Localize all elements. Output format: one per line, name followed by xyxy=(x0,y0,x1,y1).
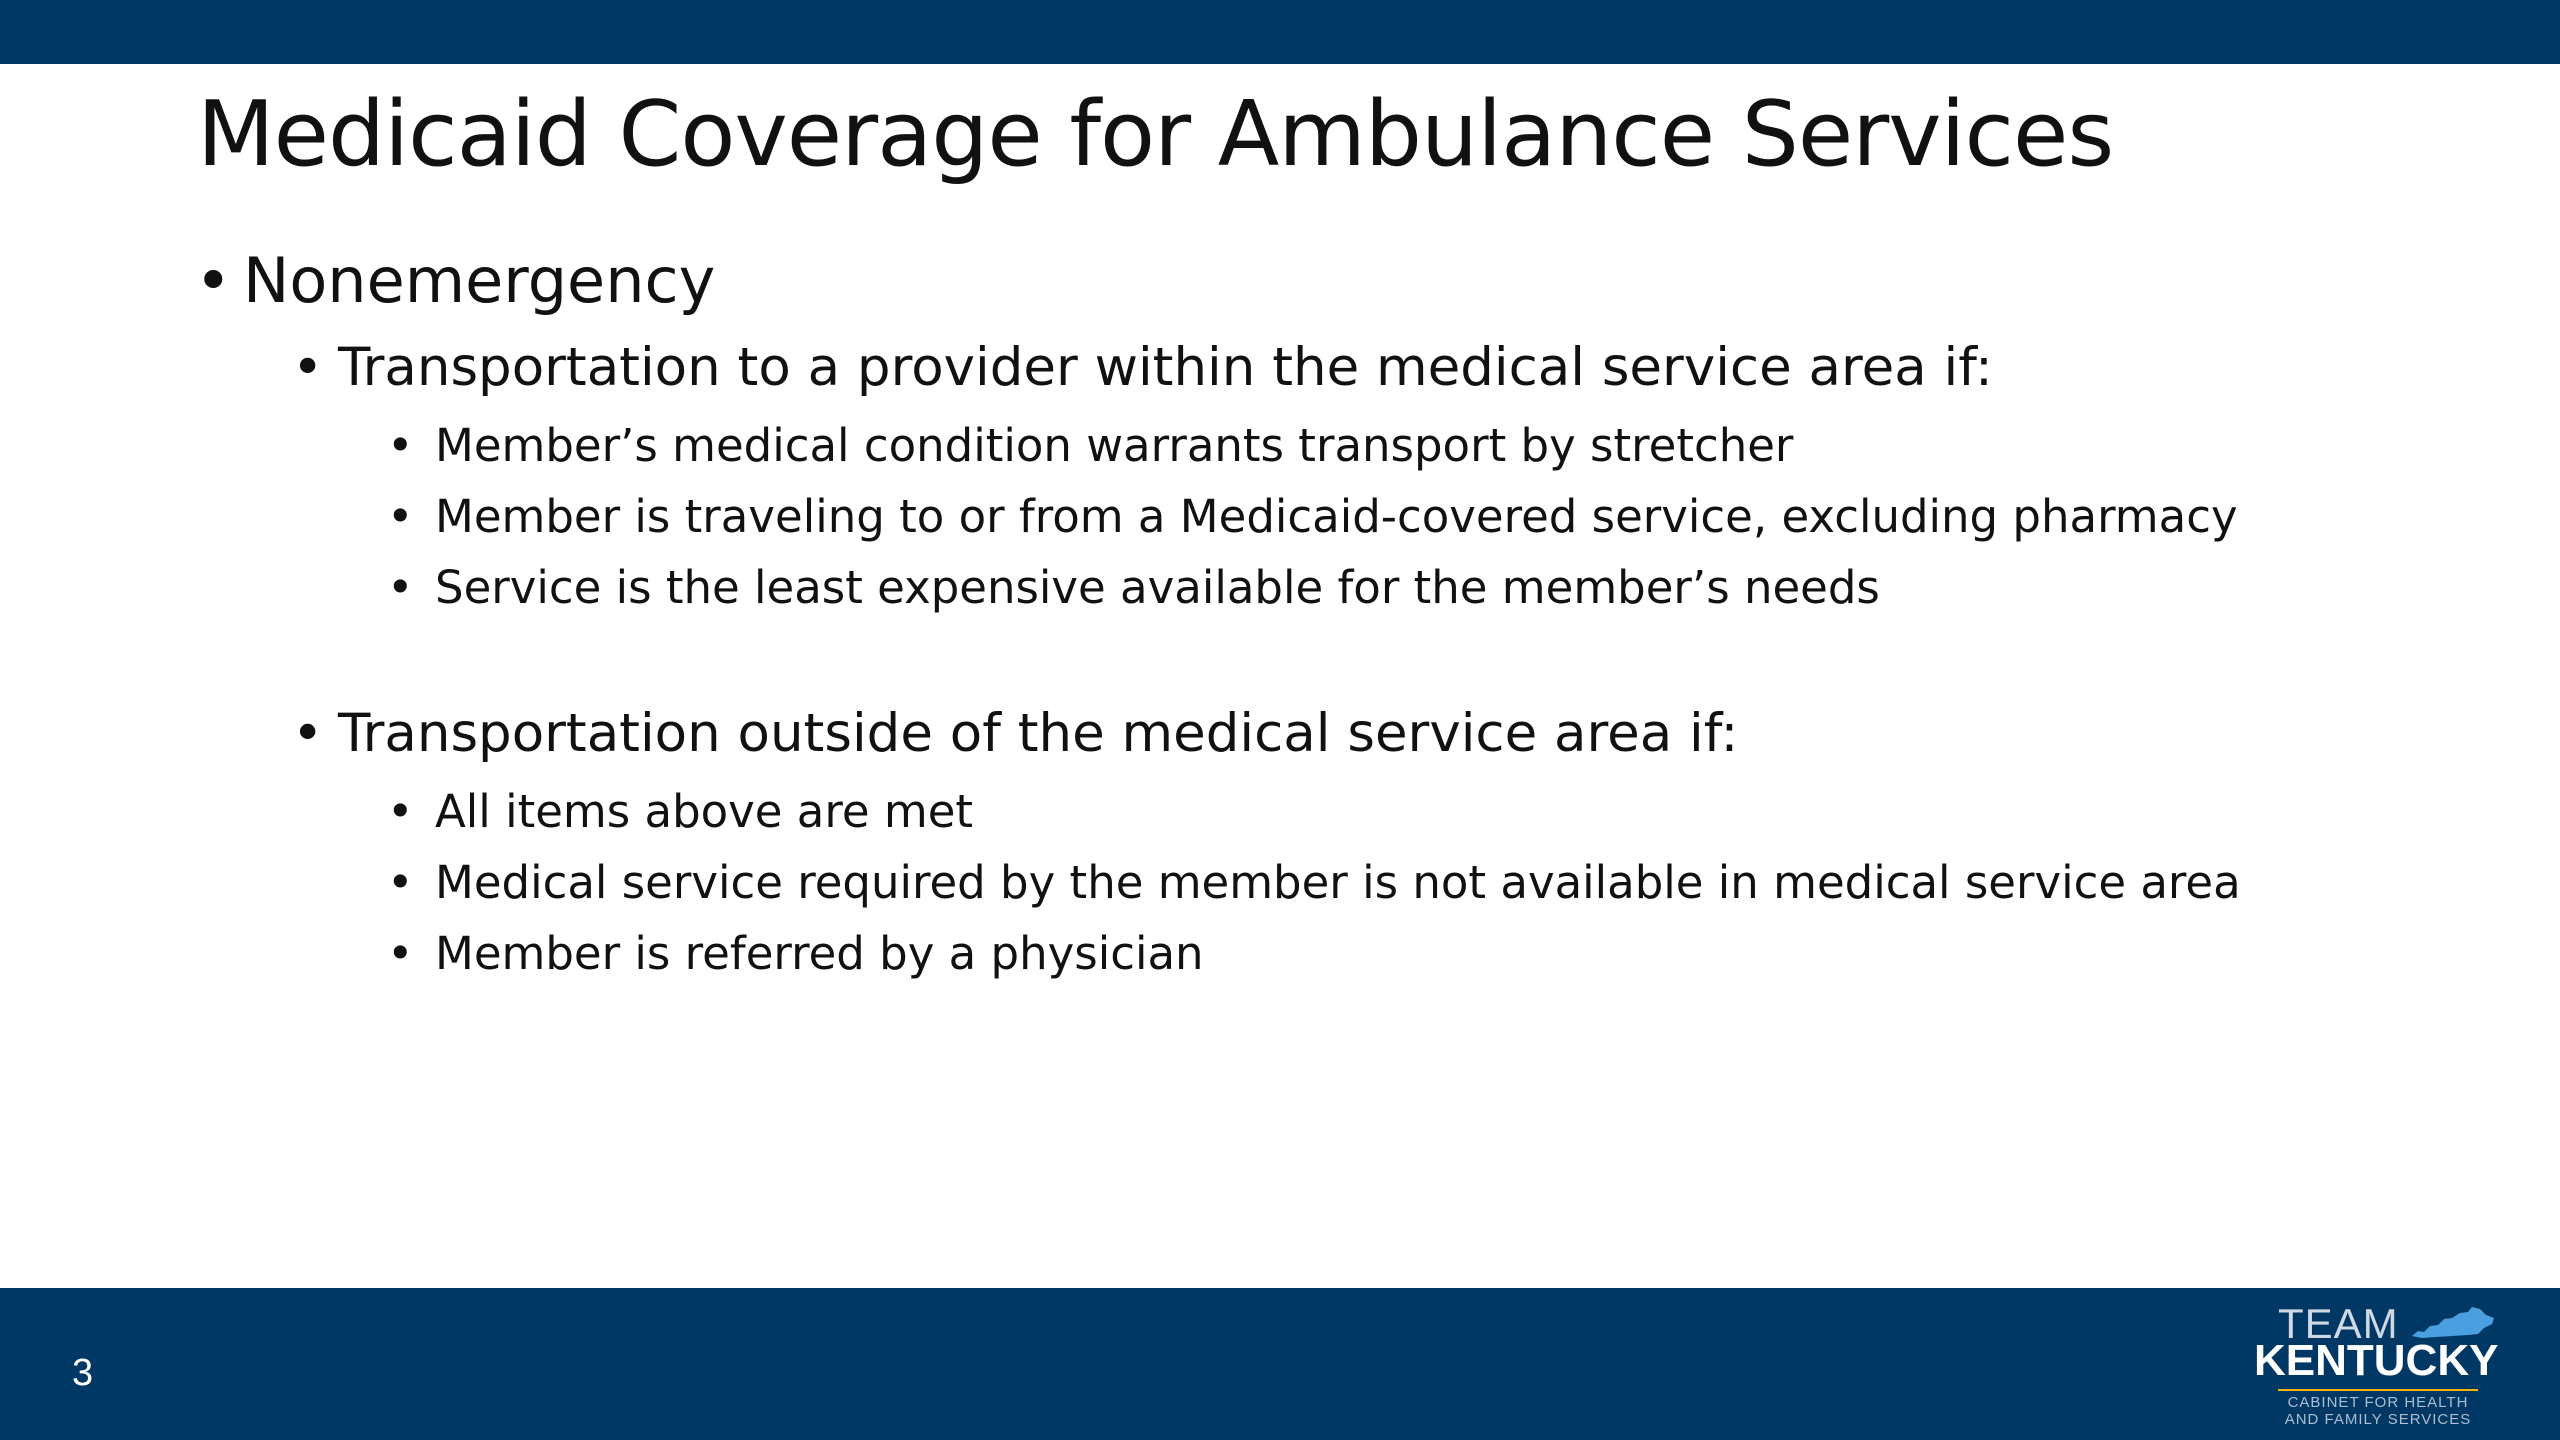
logo-kentucky-text: KENTUCKY xyxy=(2254,1336,2499,1385)
bullet-marker: • xyxy=(292,337,324,398)
bullet-level2-within-area xyxy=(292,337,1993,398)
logo-divider xyxy=(2278,1389,2478,1391)
bullet-marker: • xyxy=(387,856,414,909)
top-banner xyxy=(0,0,2560,64)
bullet-marker: • xyxy=(387,490,414,543)
team-kentucky-logo xyxy=(2250,1300,2510,1430)
bullet-text: Member’s medical condition warrants transport by stretcher xyxy=(435,419,1794,472)
bullet-text: Nonemergency xyxy=(243,244,716,317)
slide-title: Medicaid Coverage for Ambulance Services xyxy=(197,82,2114,187)
bullet-marker: • xyxy=(387,561,414,614)
bullet-level3-item xyxy=(387,785,973,838)
logo-cabinet-line2: AND FAMILY SERVICES xyxy=(2284,1411,2472,1428)
bullet-level2-outside-area xyxy=(292,703,1738,764)
bullet-level3-item xyxy=(387,419,1793,472)
logo-team-text: TEAM xyxy=(2278,1300,2399,1347)
bullet-level3-item xyxy=(387,561,1880,614)
bullet-marker: • xyxy=(292,703,324,764)
bullet-marker: • xyxy=(195,244,232,317)
bullet-level3-item xyxy=(387,856,2241,909)
bullet-marker: • xyxy=(387,927,414,980)
bullet-text: All items above are met xyxy=(435,785,974,838)
bullet-level1-nonemergency xyxy=(195,244,715,317)
bullet-level3-item xyxy=(387,490,2238,543)
logo-cabinet-text xyxy=(2278,1394,2478,1428)
bullet-marker: • xyxy=(387,419,414,472)
bullet-text: Transportation outside of the medical service area if: xyxy=(338,703,1739,764)
bullet-marker: • xyxy=(387,785,414,838)
bullet-text: Member is referred by a physician xyxy=(435,927,1204,980)
bullet-text: Transportation to a provider within the medical service area if: xyxy=(338,337,1993,398)
logo-cabinet-line1: CABINET FOR HEALTH xyxy=(2287,1394,2469,1411)
bullet-text: Medical service required by the member is not available in medical service area xyxy=(435,856,2241,909)
bullet-text: Member is traveling to or from a Medicaid-covered service, excluding pharmacy xyxy=(435,490,2238,543)
bottom-banner xyxy=(0,1288,2560,1440)
bullet-level3-item xyxy=(387,927,1204,980)
bullet-text: Service is the least expensive available for the member’s needs xyxy=(435,561,1880,614)
slide-number: 3 xyxy=(72,1352,94,1394)
